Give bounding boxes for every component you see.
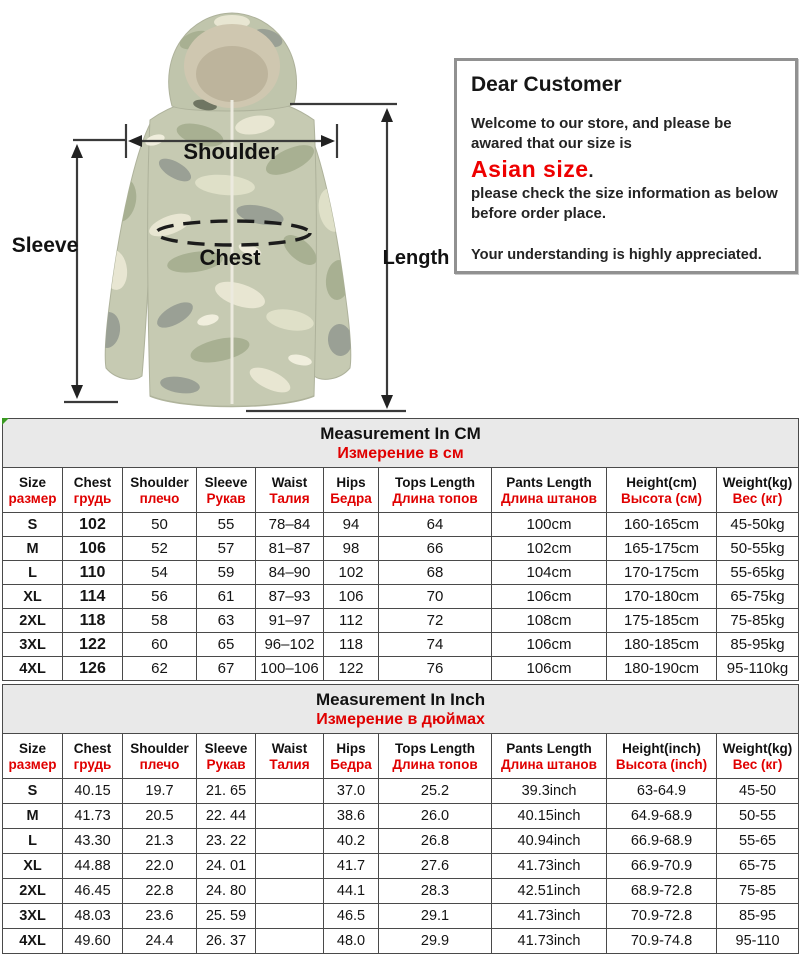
cell: 64 (379, 513, 492, 537)
col-height: Height(inch) Высота (inch) (607, 734, 717, 779)
inch-row-l (3, 829, 799, 854)
cell: 2XL (3, 879, 63, 904)
cell: 45-50 (717, 779, 799, 804)
cell: 85-95kg (717, 633, 799, 657)
cell: M (3, 804, 63, 829)
cm-size-table (2, 418, 799, 681)
cm-row-4xl (3, 657, 799, 681)
cell: 110 (63, 561, 123, 585)
col-tops-length: Tops Length Длина топов (379, 468, 492, 513)
cell: 94 (324, 513, 379, 537)
cell: 70.9-74.8 (607, 929, 717, 954)
inch-size-table (2, 684, 799, 954)
cell: 24. 80 (197, 879, 256, 904)
cm-row-s (3, 513, 799, 537)
cell: 50-55 (717, 804, 799, 829)
cell: 64.9-68.9 (607, 804, 717, 829)
cell: 63-64.9 (607, 779, 717, 804)
cell: XL (3, 585, 63, 609)
cell: 41.73inch (492, 929, 607, 954)
cell: 63 (197, 609, 256, 633)
cm-table-section (2, 418, 798, 681)
cell: 84–90 (256, 561, 324, 585)
cell: 78–84 (256, 513, 324, 537)
cell: 55-65kg (717, 561, 799, 585)
inch-row-4xl (3, 929, 799, 954)
cell: 41.73 (63, 804, 123, 829)
cell: 41.73inch (492, 904, 607, 929)
cell: 43.30 (63, 829, 123, 854)
cell: 37.0 (324, 779, 379, 804)
cell: 46.5 (324, 904, 379, 929)
cell: 23.6 (123, 904, 197, 929)
cell (256, 804, 324, 829)
cell: 122 (63, 633, 123, 657)
cell: 23. 22 (197, 829, 256, 854)
note-line2: please check the size information as below before order place. (471, 184, 778, 222)
cell: 70.9-72.8 (607, 904, 717, 929)
cell: 175-185cm (607, 609, 717, 633)
cell: 95-110 (717, 929, 799, 954)
col-tops-length: Tops Length Длина топов (379, 734, 492, 779)
cell: 29.1 (379, 904, 492, 929)
asian-size-text: Asian size (471, 155, 589, 182)
inch-table-section (2, 684, 798, 954)
cell: 21.3 (123, 829, 197, 854)
cell: 75-85 (717, 879, 799, 904)
cell: 96–102 (256, 633, 324, 657)
cm-title-row (3, 419, 799, 468)
col-pants-length: Pants Length Длина штанов (492, 734, 607, 779)
cell: 52 (123, 537, 197, 561)
cell: 3XL (3, 904, 63, 929)
cell: 180-190cm (607, 657, 717, 681)
cm-row-xl (3, 585, 799, 609)
cell: 98 (324, 537, 379, 561)
cell: 4XL (3, 929, 63, 954)
cell: 75-85kg (717, 609, 799, 633)
inch-title-en: Measurement In Inch (316, 689, 486, 709)
col-chest: Chest грудь (63, 734, 123, 779)
cell: 170-175cm (607, 561, 717, 585)
cell: 67 (197, 657, 256, 681)
col-hips: Hips Бедра (324, 468, 379, 513)
cell: 54 (123, 561, 197, 585)
cell: 70 (379, 585, 492, 609)
cell: 62 (123, 657, 197, 681)
cm-header-row (3, 468, 799, 513)
cell: 76 (379, 657, 492, 681)
cell: 126 (63, 657, 123, 681)
cell (256, 779, 324, 804)
cell: 26.0 (379, 804, 492, 829)
cell: 48.0 (324, 929, 379, 954)
cell: 26. 37 (197, 929, 256, 954)
cell: 106 (63, 537, 123, 561)
cell: 24.4 (123, 929, 197, 954)
col-chest: Chest грудь (63, 468, 123, 513)
col-height: Height(cm) Высота (см) (607, 468, 717, 513)
cell: 95-110kg (717, 657, 799, 681)
cell: 100cm (492, 513, 607, 537)
col-weight: Weight(kg) Вес (кг) (717, 468, 799, 513)
note-heading: Dear Customer (471, 73, 622, 96)
cell: 38.6 (324, 804, 379, 829)
cell: 40.2 (324, 829, 379, 854)
cell: 25.2 (379, 779, 492, 804)
inch-row-xl (3, 854, 799, 879)
cell: 100–106 (256, 657, 324, 681)
cell: 56 (123, 585, 197, 609)
cell: 46.45 (63, 879, 123, 904)
cell: 85-95 (717, 904, 799, 929)
cell: 170-180cm (607, 585, 717, 609)
cell: 41.7 (324, 854, 379, 879)
cell: 20.5 (123, 804, 197, 829)
cell: 66 (379, 537, 492, 561)
cell: 22. 44 (197, 804, 256, 829)
cell: 22.0 (123, 854, 197, 879)
cell: 65-75kg (717, 585, 799, 609)
inch-row-3xl (3, 904, 799, 929)
cell: 50-55kg (717, 537, 799, 561)
cell: 102 (324, 561, 379, 585)
note-line1: Welcome to our store, and please be awared that our size is (471, 115, 732, 152)
cell: 102cm (492, 537, 607, 561)
cm-row-3xl (3, 633, 799, 657)
cell: 40.15inch (492, 804, 607, 829)
cell: 49.60 (63, 929, 123, 954)
cell (256, 879, 324, 904)
cell: 48.03 (63, 904, 123, 929)
cell: 3XL (3, 633, 63, 657)
cell: S (3, 513, 63, 537)
cell: 87–93 (256, 585, 324, 609)
cell: 19.7 (123, 779, 197, 804)
cell: 55 (197, 513, 256, 537)
cell (256, 829, 324, 854)
cell: 102 (63, 513, 123, 537)
cell: 25. 59 (197, 904, 256, 929)
cell: 118 (324, 633, 379, 657)
inch-row-m (3, 804, 799, 829)
cell: 40.15 (63, 779, 123, 804)
cell: 29.9 (379, 929, 492, 954)
cell: 40.94inch (492, 829, 607, 854)
cell (256, 929, 324, 954)
cell: 81–87 (256, 537, 324, 561)
cm-title-ru: Измерение в см (337, 444, 464, 462)
cell: 57 (197, 537, 256, 561)
cell: L (3, 561, 63, 585)
cell: 22.8 (123, 879, 197, 904)
cell: 26.8 (379, 829, 492, 854)
cell: 27.6 (379, 854, 492, 879)
cm-title-en: Measurement In CM (320, 423, 481, 443)
cell: 72 (379, 609, 492, 633)
cell: 42.51inch (492, 879, 607, 904)
cell: 65-75 (717, 854, 799, 879)
cell: 65 (197, 633, 256, 657)
col-size: Size размер (3, 468, 63, 513)
cell: L (3, 829, 63, 854)
note-line3: Your understanding is highly appreciated. (471, 246, 762, 263)
inch-header-row (3, 734, 799, 779)
cell: 60 (123, 633, 197, 657)
col-sleeve: Sleeve Рукав (197, 734, 256, 779)
cell: M (3, 537, 63, 561)
cell: 39.3inch (492, 779, 607, 804)
col-hips: Hips Бедра (324, 734, 379, 779)
hood-lining (184, 24, 280, 108)
cell: 61 (197, 585, 256, 609)
cell: 112 (324, 609, 379, 633)
col-size: Size размер (3, 734, 63, 779)
cell: 66.9-70.9 (607, 854, 717, 879)
cm-row-l (3, 561, 799, 585)
top-section (0, 0, 800, 418)
cell: 68.9-72.8 (607, 879, 717, 904)
jacket-image (0, 0, 456, 418)
cell: 91–97 (256, 609, 324, 633)
cell: 106cm (492, 657, 607, 681)
chest-label: Chest (199, 245, 261, 270)
note-highlight-line (471, 154, 783, 184)
cell: 28.3 (379, 879, 492, 904)
inch-row-s (3, 779, 799, 804)
cell: 21. 65 (197, 779, 256, 804)
inch-title-row (3, 685, 799, 734)
cell: 66.9-68.9 (607, 829, 717, 854)
cell: 74 (379, 633, 492, 657)
inch-row-2xl (3, 879, 799, 904)
cell: 122 (324, 657, 379, 681)
cell: 104cm (492, 561, 607, 585)
inch-title-ru: Измерение в дюймах (316, 710, 485, 728)
length-label: Length (382, 247, 450, 269)
cell: 2XL (3, 609, 63, 633)
sleeve-label: Sleeve (11, 234, 79, 257)
cell: 106 (324, 585, 379, 609)
cell: S (3, 779, 63, 804)
cell: 114 (63, 585, 123, 609)
shoulder-label: Shoulder (183, 139, 279, 164)
col-weight: Weight(kg) Вес (кг) (717, 734, 799, 779)
cell: 45-50kg (717, 513, 799, 537)
cell: 50 (123, 513, 197, 537)
col-waist: Waist Талия (256, 734, 324, 779)
cell: 55-65 (717, 829, 799, 854)
cm-row-2xl (3, 609, 799, 633)
col-waist: Waist Талия (256, 468, 324, 513)
col-pants-length: Pants Length Длина штанов (492, 468, 607, 513)
cell: 59 (197, 561, 256, 585)
cell: 108cm (492, 609, 607, 633)
customer-note (454, 58, 798, 274)
col-shoulder: Shoulder плечо (123, 468, 197, 513)
cell: 24. 01 (197, 854, 256, 879)
cell: XL (3, 854, 63, 879)
asian-size-period: . (588, 160, 594, 181)
cell: 41.73inch (492, 854, 607, 879)
cell: 106cm (492, 585, 607, 609)
cell: 4XL (3, 657, 63, 681)
cell: 106cm (492, 633, 607, 657)
cell: 118 (63, 609, 123, 633)
cell (256, 904, 324, 929)
cell: 68 (379, 561, 492, 585)
cm-row-m (3, 537, 799, 561)
cell: 44.88 (63, 854, 123, 879)
cell (256, 854, 324, 879)
col-shoulder: Shoulder плечо (123, 734, 197, 779)
cell: 165-175cm (607, 537, 717, 561)
cell: 160-165cm (607, 513, 717, 537)
cell: 58 (123, 609, 197, 633)
col-sleeve: Sleeve Рукав (197, 468, 256, 513)
cell: 44.1 (324, 879, 379, 904)
cell: 180-185cm (607, 633, 717, 657)
